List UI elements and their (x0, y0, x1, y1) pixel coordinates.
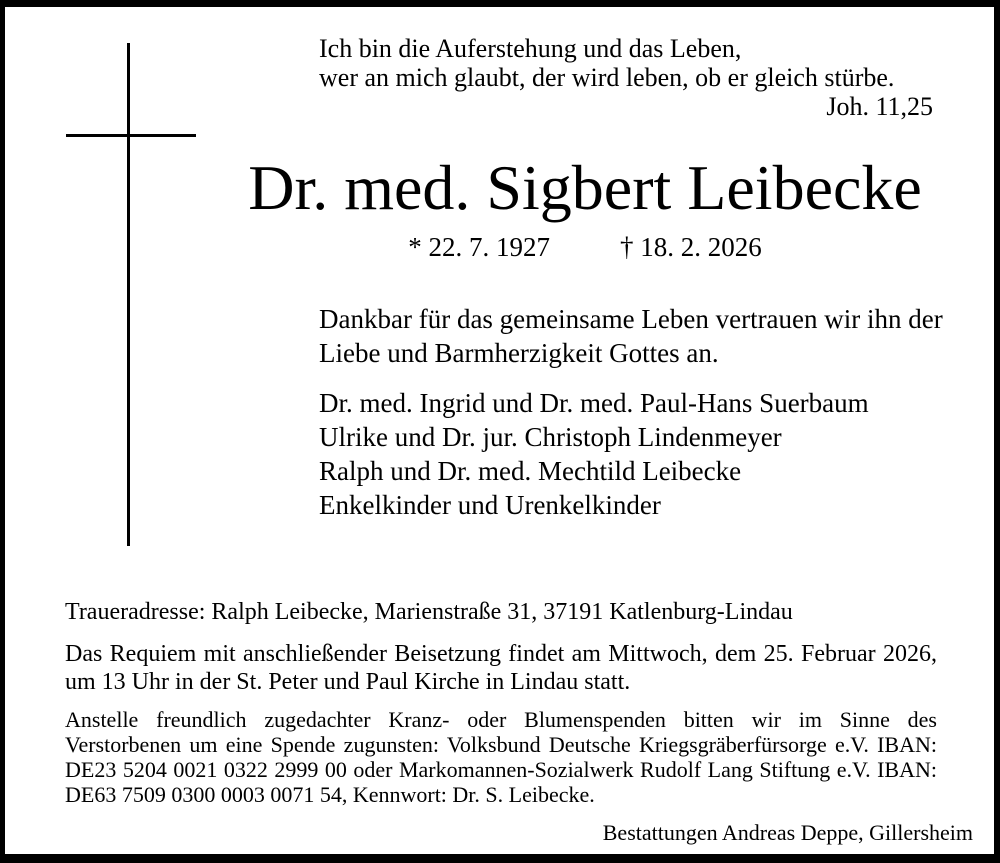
mourner-line: Dr. med. Ingrid und Dr. med. Paul-Hans Suerbaum (319, 388, 869, 418)
life-dates (237, 232, 933, 262)
mourner-line: Enkelkinder und Urenkelkinder (319, 490, 661, 520)
mourner-line: Ulrike und Dr. jur. Christoph Lindenmeyer (319, 422, 782, 452)
service-info (65, 640, 937, 696)
memorial-cross-icon (66, 134, 196, 137)
donation-info-line: Verstorbenen um eine Spende zugunsten: Volksbund Deutsche Kriegsgräberfürsorge e.V. IBAN: (65, 732, 937, 757)
mourning-address-line: Traueradresse: Ralph Leibecke, Marienstraße 31, 37191 Katlenburg-Lindau (65, 599, 793, 625)
scripture-reference: Joh. 11,25 (826, 92, 933, 121)
deceased-name: Dr. med. Sigbert Leibecke (248, 152, 922, 223)
memorial-cross-icon (127, 43, 130, 546)
mourning-address (65, 598, 937, 626)
scripture-line: Ich bin die Auferstehung und das Leben, (319, 34, 742, 63)
service-info-line: um 13 Uhr in der St. Peter und Paul Kirche in Lindau statt. (65, 669, 631, 695)
tribute-line: Dankbar für das gemeinsame Leben vertrauen wir ihn der (319, 304, 943, 334)
tribute-line: Liebe und Barmherzigkeit Gottes an. (319, 338, 719, 368)
scripture-line: wer an mich glaubt, der wird leben, ob er gleich stürbe. (319, 63, 895, 92)
mourners-list (319, 386, 939, 522)
donation-info-line: Anstelle freundlich zugedachter Kranz- oder Blumenspenden bitten wir im Sinne des (65, 707, 937, 732)
funeral-home: Bestattungen Andreas Deppe, Gillersheim (602, 820, 973, 845)
donation-info-line: DE23 5204 0021 0322 2999 00 oder Markomannen-Sozialwerk Rudolf Lang Stiftung e.V. IBAN: (65, 757, 937, 782)
donation-info (65, 707, 937, 807)
death-date: † 18. 2. 2026 (620, 232, 762, 262)
donation-info-line: DE63 7509 0300 0003 0071 54, Kennwort: Dr. S. Leibecke. (65, 782, 595, 807)
tribute-text (319, 302, 943, 370)
service-info-line: Das Requiem mit anschließender Beisetzung findet am Mittwoch, dem 25. Februar 2026, (65, 641, 937, 667)
scripture-quote (319, 34, 933, 121)
birth-date: * 22. 7. 1927 (408, 232, 550, 262)
mourner-line: Ralph und Dr. med. Mechtild Leibecke (319, 456, 742, 486)
